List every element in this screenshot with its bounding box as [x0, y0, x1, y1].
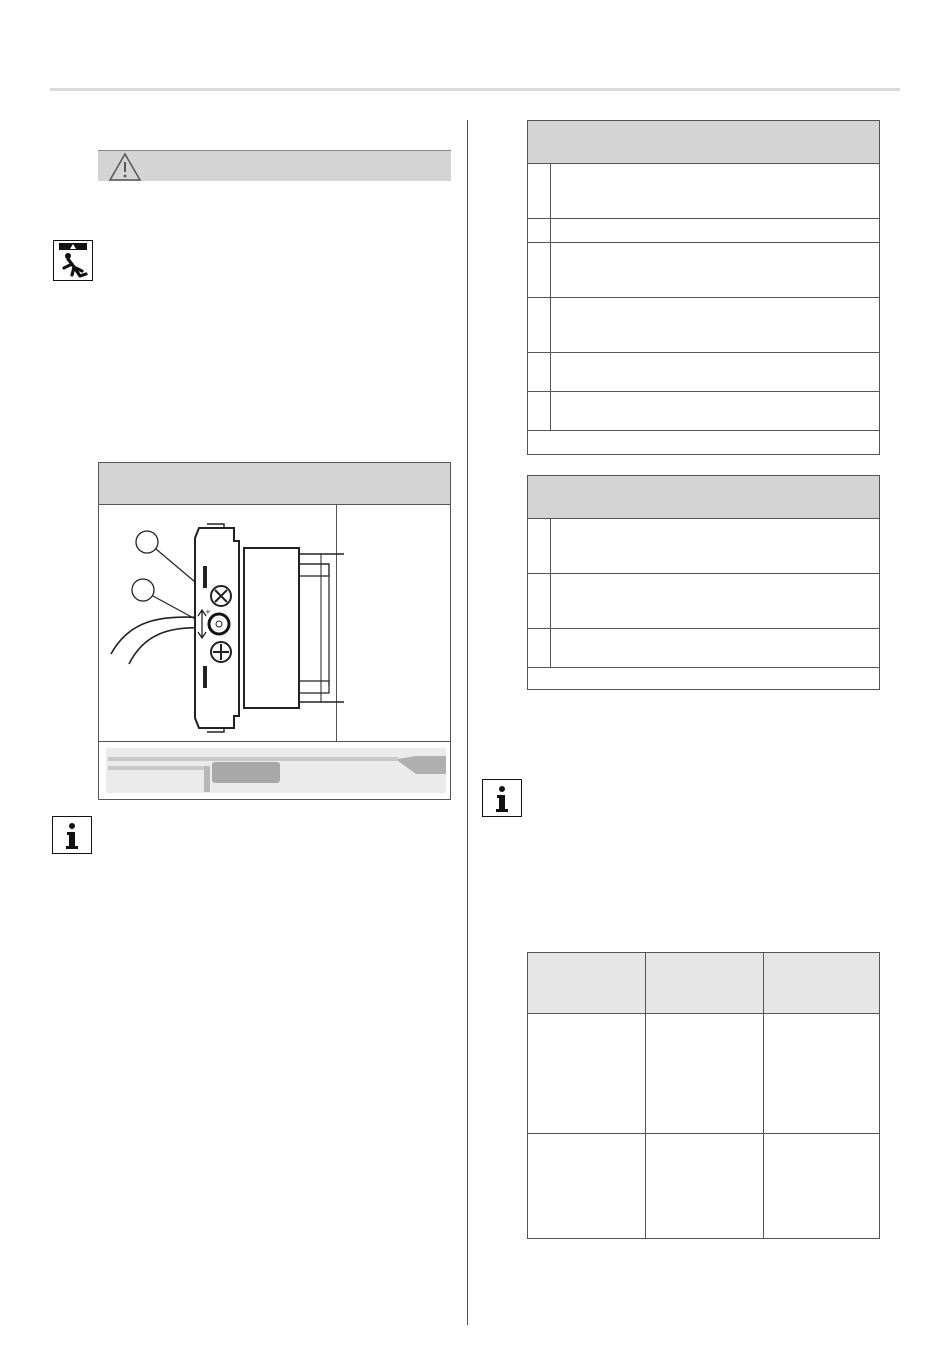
top-rule: [50, 88, 900, 91]
svg-text:+: +: [205, 608, 211, 616]
table-a-row: [528, 242, 879, 298]
table-a-header: [528, 121, 879, 164]
table-a: [527, 120, 880, 455]
crush-hazard-icon: [53, 240, 93, 281]
table-a-row: [528, 218, 879, 243]
table-b-footer: [528, 667, 879, 689]
hex-key-tool-image: [106, 748, 446, 793]
warning-triangle-icon: [108, 152, 142, 182]
column-divider: [467, 120, 468, 1325]
grid-table: [527, 952, 880, 1239]
info-icon: [52, 816, 92, 854]
table-b-row: [528, 573, 879, 629]
table-a-row: [528, 163, 879, 219]
table-b-row: [528, 628, 879, 668]
warning-banner: [98, 150, 451, 181]
callout-2: [132, 579, 154, 601]
figure-split-line: [99, 741, 450, 742]
callout-1: [136, 531, 158, 553]
table-b-row: [528, 518, 879, 574]
adjustment-figure: [98, 462, 451, 800]
table-a-footer: [528, 430, 879, 454]
table-b: [527, 475, 880, 690]
table-a-row: [528, 352, 879, 392]
table-a-row: [528, 391, 879, 431]
grid-table-header: [528, 953, 879, 1014]
table-b-header: [528, 476, 879, 519]
figure-header: [99, 463, 450, 505]
device-drawing: [99, 506, 449, 741]
info-icon-right: [482, 779, 522, 817]
table-a-row: [528, 297, 879, 353]
